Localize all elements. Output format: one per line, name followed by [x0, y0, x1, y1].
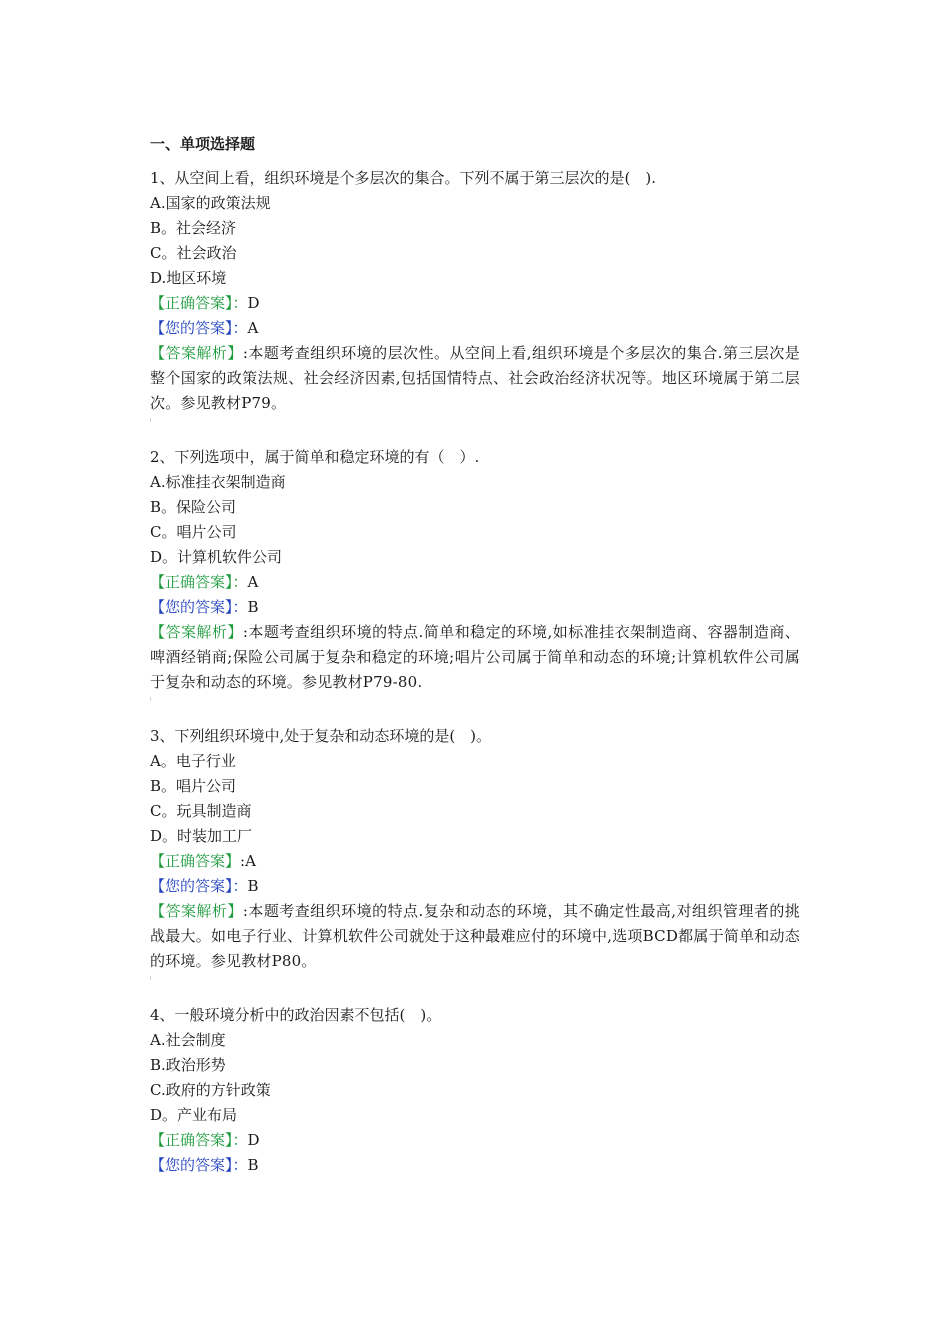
- question-stem: 1、从空间上看，组织环境是个多层次的集合。下列不属于第三层次的是( ).: [150, 169, 657, 187]
- option-a: A.标准挂衣架制造商: [150, 473, 286, 491]
- option-b: B。唱片公司: [150, 777, 237, 795]
- option-b: B.政治形势: [150, 1056, 226, 1074]
- your-answer-sep: ：: [232, 1156, 248, 1174]
- your-answer: [150, 1153, 800, 1178]
- correct-answer: [150, 849, 800, 874]
- correct-answer: [150, 291, 800, 316]
- option-c: C。玩具制造商: [150, 802, 252, 820]
- option-b: B。社会经济: [150, 219, 237, 237]
- option-d: D。计算机软件公司: [150, 548, 283, 566]
- answer-analysis: [150, 899, 800, 974]
- correct-answer-value: D: [247, 1131, 260, 1149]
- analysis-tag: 【答案解析】: [150, 623, 243, 641]
- your-answer-tag: 【您的答案】: [150, 877, 233, 895]
- correct-answer-sep: ：: [232, 1131, 248, 1149]
- correct-answer-value: A: [245, 852, 256, 870]
- option-a: A。电子行业: [150, 752, 236, 770]
- correct-answer: [150, 570, 800, 595]
- question-1: [150, 166, 800, 422]
- correct-answer-sep: :: [240, 852, 246, 870]
- divider-mark: [150, 418, 154, 422]
- correct-answer-sep: ：: [232, 294, 248, 312]
- analysis-tag: 【答案解析】: [150, 344, 243, 362]
- your-answer-sep: ：: [232, 598, 248, 616]
- your-answer-sep: ：: [232, 877, 248, 895]
- answer-analysis: [150, 341, 800, 416]
- correct-answer-value: D: [247, 294, 260, 312]
- question-4: [150, 1003, 800, 1178]
- analysis-text: :本题考查组织环境的特点.复杂和动态的环境，其不确定性最高,对组织管理者的挑战最大。如电子行业、计算机软件公司就处于这种最难应付的环境中,选项BCD都属于简单和动态的环境。参见教材P80。: [150, 902, 800, 970]
- option-d: D。产业布局: [150, 1106, 238, 1124]
- option-a: A.国家的政策法规: [150, 194, 271, 212]
- divider-mark: [150, 697, 154, 701]
- correct-answer: [150, 1128, 800, 1153]
- your-answer: [150, 874, 800, 899]
- your-answer-value: A: [247, 319, 259, 337]
- answer-analysis: [150, 620, 800, 695]
- option-d: D。时装加工厂: [150, 827, 253, 845]
- your-answer-value: B: [247, 1156, 259, 1174]
- your-answer-value: B: [247, 598, 259, 616]
- divider-mark: [150, 976, 154, 980]
- option-d: D.地区环境: [150, 269, 227, 287]
- question-stem: 3、下列组织环境中,处于复杂和动态环境的是( )。: [150, 727, 492, 745]
- question-3: [150, 724, 800, 980]
- option-a: A.社会制度: [150, 1031, 226, 1049]
- analysis-text: :本题考查组织环境的特点.简单和稳定的环境,如标准挂衣架制造商、容器制造商、啤酒经销商;保险公司属于复杂和稳定的环境;唱片公司属于简单和动态的环境;计算机软件公司属于复杂和动态的环境。参见教材P79-80.: [150, 623, 800, 691]
- your-answer: [150, 316, 800, 341]
- option-c: C。社会政治: [150, 244, 237, 262]
- analysis-tag: 【答案解析】: [150, 902, 243, 920]
- your-answer-value: B: [247, 877, 259, 895]
- correct-answer-tag: 【正确答案】: [150, 294, 233, 312]
- option-c: C。唱片公司: [150, 523, 237, 541]
- correct-answer-tag: 【正确答案】: [150, 852, 241, 870]
- correct-answer-sep: ：: [232, 573, 248, 591]
- option-b: B。保险公司: [150, 498, 237, 516]
- correct-answer-tag: 【正确答案】: [150, 573, 233, 591]
- correct-answer-tag: 【正确答案】: [150, 1131, 233, 1149]
- correct-answer-value: A: [247, 573, 259, 591]
- your-answer-tag: 【您的答案】: [150, 598, 233, 616]
- your-answer-tag: 【您的答案】: [150, 319, 233, 337]
- question-stem: 2、下列选项中，属于简单和稳定环境的有（ ）.: [150, 448, 480, 466]
- your-answer: [150, 595, 800, 620]
- question-2: [150, 445, 800, 701]
- your-answer-tag: 【您的答案】: [150, 1156, 233, 1174]
- analysis-text: :本题考查组织环境的层次性。从空间上看,组织环境是个多层次的集合.第三层次是整个国家的政策法规、社会经济因素,包括国情特点、社会政治经济状况等。地区环境属于第二层次。参见教材P79。: [150, 344, 800, 412]
- option-c: C.政府的方针政策: [150, 1081, 271, 1099]
- section-title: 一、单项选择题: [150, 135, 256, 153]
- your-answer-sep: ：: [232, 319, 248, 337]
- question-stem: 4、一般环境分析中的政治因素不包括( )。: [150, 1006, 442, 1024]
